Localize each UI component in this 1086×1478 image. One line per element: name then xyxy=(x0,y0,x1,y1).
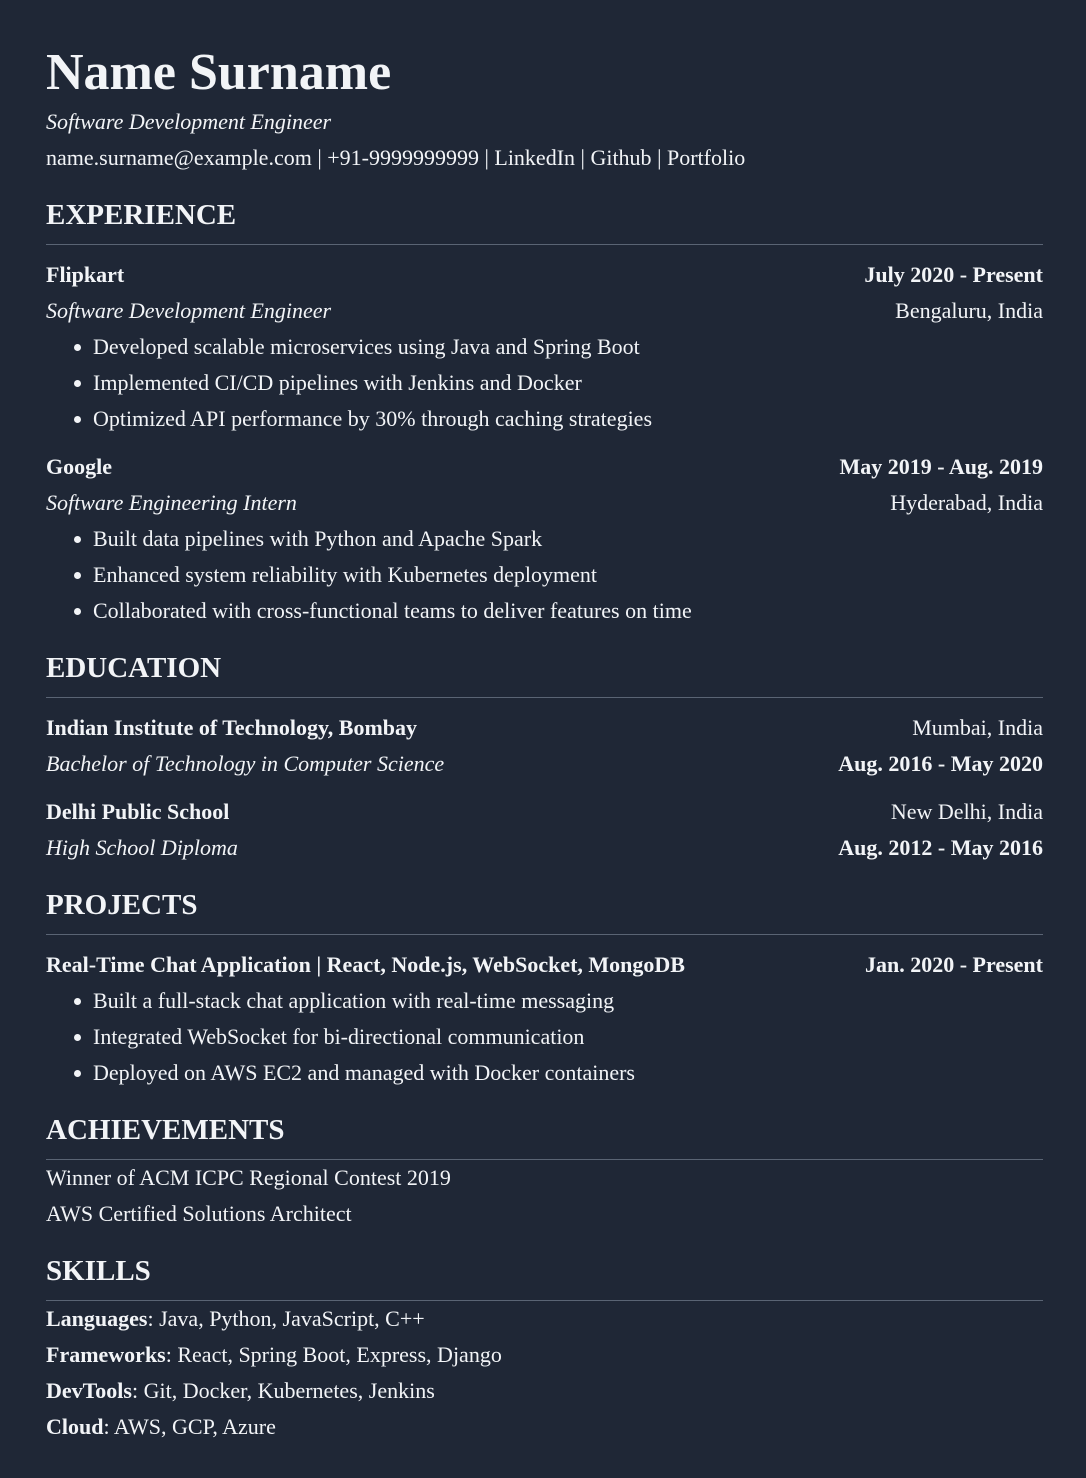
email-link[interactable]: name.surname@example.com xyxy=(46,145,312,170)
education-entry xyxy=(46,710,1043,782)
education-section xyxy=(46,649,1043,866)
job-title: Software Development Engineer xyxy=(46,109,332,134)
linkedin-link[interactable]: LinkedIn xyxy=(494,145,576,170)
contact-separator: | xyxy=(651,145,667,170)
section-heading: ACHIEVEMENTS xyxy=(46,1111,1043,1160)
bullet-item: Built data pipelines with Python and Apache Spark xyxy=(74,521,1043,557)
skill-value: : Java, Python, JavaScript, C++ xyxy=(147,1306,425,1331)
achievement-item: Winner of ACM ICPC Regional Contest 2019 xyxy=(46,1165,451,1190)
section-heading: PROJECTS xyxy=(46,886,1043,935)
education-entry xyxy=(46,794,1043,866)
skills-section xyxy=(46,1252,1043,1445)
entry-dates: Aug. 2012 - May 2016 xyxy=(838,835,1043,860)
entry-dates: May 2019 - Aug. 2019 xyxy=(839,454,1043,479)
skill-value: : AWS, GCP, Azure xyxy=(103,1414,276,1439)
skill-row xyxy=(46,1337,1043,1373)
entry-location: Bengaluru, India xyxy=(895,298,1043,323)
bullet-list xyxy=(46,521,1043,629)
full-name: Name Surname xyxy=(46,44,392,101)
entry-location: Hyderabad, India xyxy=(890,490,1043,515)
bullet-item: Developed scalable microservices using Java and Spring Boot xyxy=(74,329,1043,365)
skill-label: Languages xyxy=(46,1306,148,1331)
skill-row xyxy=(46,1373,1043,1409)
entry-dates: Jan. 2020 - Present xyxy=(864,952,1043,977)
projects-section xyxy=(46,886,1043,1091)
company-name: Google xyxy=(46,454,112,479)
role-title: Software Development Engineer xyxy=(46,298,332,323)
portfolio-link[interactable]: Portfolio xyxy=(666,145,746,170)
skill-label: Cloud xyxy=(46,1414,104,1439)
experience-entry xyxy=(46,257,1043,437)
contact-separator: | xyxy=(478,145,495,170)
entry-location: Mumbai, India xyxy=(912,715,1043,740)
section-heading: EXPERIENCE xyxy=(46,196,1043,245)
skill-value: : React, Spring Boot, Express, Django xyxy=(165,1342,502,1367)
bullet-item: Optimized API performance by 30% through caching strategies xyxy=(74,401,1043,437)
skill-label: Frameworks xyxy=(46,1342,166,1367)
project-entry xyxy=(46,947,1043,1091)
skill-label: DevTools xyxy=(46,1378,132,1403)
experience-section xyxy=(46,196,1043,629)
degree-title: High School Diploma xyxy=(46,835,238,860)
entry-dates: July 2020 - Present xyxy=(864,262,1043,287)
resume-header xyxy=(46,38,1043,176)
bullet-item: Deployed on AWS EC2 and managed with Docker containers xyxy=(74,1055,1043,1091)
github-link[interactable]: Github xyxy=(590,145,652,170)
degree-title: Bachelor of Technology in Computer Science xyxy=(46,751,445,776)
school-name: Indian Institute of Technology, Bombay xyxy=(46,715,418,740)
bullet-list xyxy=(46,329,1043,437)
project-title: Real-Time Chat Application | React, Node.js, WebSocket, MongoDB xyxy=(46,952,685,977)
contact-line xyxy=(46,140,1043,176)
entry-dates: Aug. 2016 - May 2020 xyxy=(838,751,1043,776)
contact-separator: | xyxy=(575,145,591,170)
role-title: Software Engineering Intern xyxy=(46,490,297,515)
bullet-item: Enhanced system reliability with Kubernetes deployment xyxy=(74,557,1043,593)
skill-row xyxy=(46,1409,1043,1445)
experience-entry xyxy=(46,449,1043,629)
company-name: Flipkart xyxy=(46,262,125,287)
contact-separator: | xyxy=(311,145,328,170)
bullet-item: Collaborated with cross-functional teams to deliver features on time xyxy=(74,593,1043,629)
entry-location: New Delhi, India xyxy=(890,799,1043,824)
section-heading: SKILLS xyxy=(46,1252,1043,1301)
school-name: Delhi Public School xyxy=(46,799,230,824)
achievements-section xyxy=(46,1111,1043,1232)
skill-row xyxy=(46,1301,1043,1337)
bullet-item: Integrated WebSocket for bi-directional communication xyxy=(74,1019,1043,1055)
section-heading: EDUCATION xyxy=(46,649,1043,698)
bullet-list xyxy=(46,983,1043,1091)
achievement-item: AWS Certified Solutions Architect xyxy=(46,1201,352,1226)
phone-number[interactable]: +91-9999999999 xyxy=(327,145,479,170)
bullet-item: Implemented CI/CD pipelines with Jenkins and Docker xyxy=(74,365,1043,401)
bullet-item: Built a full-stack chat application with real-time messaging xyxy=(74,983,1043,1019)
skill-value: : Git, Docker, Kubernetes, Jenkins xyxy=(131,1378,435,1403)
